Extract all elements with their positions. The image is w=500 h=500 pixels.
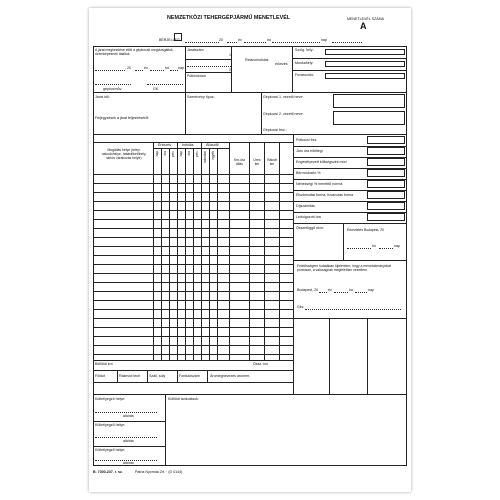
table-row-line <box>93 336 293 337</box>
table-row-line <box>93 318 293 319</box>
right-value-field[interactable] <box>367 169 405 177</box>
col-wait-other: egyéb <box>211 151 215 160</box>
table-row-line <box>93 354 293 355</box>
difficulty-label: Nehézségi % meretitő norma <box>296 182 343 186</box>
dirt-road-label: Földút <box>95 374 105 378</box>
col-dep-day: nap <box>179 151 183 157</box>
inspection-ev: év <box>144 66 148 70</box>
right-value-field[interactable] <box>367 202 405 210</box>
registration-label: Érkeztetés Budapest, 20 <box>347 228 384 232</box>
signature-2-label: aláírás <box>123 439 134 443</box>
form-title: NEMZETKÖZI TEHERGÉPJÁRMŰ MENETLEVÉL <box>167 15 291 21</box>
turns-label: Fordulószám <box>179 374 200 378</box>
right-value-field[interactable] <box>367 180 405 188</box>
waybill-form <box>89 8 411 492</box>
table-row-line <box>93 282 293 283</box>
domestic-km-label: Belföldi km <box>95 362 113 366</box>
table-row-line <box>93 183 293 184</box>
table-row-line <box>93 201 293 202</box>
relacio-label: Relációindulás <box>245 58 269 62</box>
related-doc-label: Összefüggő okm. <box>296 226 324 230</box>
load-tech-label: Rakmód tech <box>119 374 141 378</box>
inspection-year: , 20 <box>125 66 131 70</box>
col-wait-loading: rakodási <box>203 151 207 164</box>
fuvarozo-field[interactable] <box>325 73 405 79</box>
right-value-field[interactable] <box>367 136 405 144</box>
stamp-place-1-label: Külbélyegző helye: <box>95 397 126 401</box>
driver2-label: Gépkocsi 2. vezető neve: <box>263 112 304 116</box>
right-row-line <box>293 223 407 224</box>
table-row-line <box>93 300 293 301</box>
date-ho-label: hó <box>267 38 271 42</box>
trailer-plate-label: Pótkocsi frsz. <box>296 138 318 142</box>
col-arr-day: nap <box>155 151 159 157</box>
decl-ho: hó <box>349 288 353 292</box>
jaratszam-num: 1 <box>229 53 231 57</box>
feljegyzes-label: Feljegyzések a járat teljesítéséről: <box>95 116 150 120</box>
potlo-label: Pótlóvizcsm <box>187 74 207 78</box>
driver2-field[interactable] <box>333 111 405 125</box>
doc-series-letter: A <box>360 21 367 31</box>
reg-nap: nap <box>394 244 400 248</box>
gkv-label: Gkv. <box>297 305 305 309</box>
table-row-line <box>93 237 293 238</box>
col-dep-hour: óra <box>187 151 191 156</box>
date-nap-label: nap <box>321 38 327 42</box>
munkahely-field[interactable] <box>325 61 405 67</box>
potlo-num: 2 <box>229 68 231 72</box>
signature-label-1: gépkozmův <box>103 87 122 91</box>
decl-city: Budapest, 20 <box>297 288 319 292</box>
stamp-place-2-label: Külbélyegző helye: <box>95 423 126 427</box>
fee-calc-label: Díjszámítás <box>296 204 315 208</box>
right-value-field[interactable] <box>367 147 405 155</box>
munkahely-label: Munkahely: <box>295 61 314 65</box>
col-empty-km: Üres km <box>253 158 261 166</box>
szolg-hely-field[interactable] <box>325 49 405 55</box>
table-row-line <box>93 264 293 265</box>
table-row-line <box>93 255 293 256</box>
weight-label: Száll. súly <box>149 374 166 378</box>
total-km-label: Össz. km <box>253 362 268 366</box>
publisher: Patria Nyomda Zrt. · (D 0144) <box>135 470 183 474</box>
arrival-header: Érkezés <box>158 143 171 147</box>
departure-header: Indulás <box>182 143 194 147</box>
inspection-nap: nap <box>178 66 184 70</box>
stamp-place-3-label: Külbélyegző helye: <box>95 448 126 452</box>
goods-label: Árumegnevezés árunem. <box>210 374 251 378</box>
driver1-field[interactable] <box>333 94 405 108</box>
decl-nap: nap <box>368 288 374 292</box>
signature-label-2: GK. <box>153 87 160 91</box>
table-row-line <box>93 327 293 328</box>
truck-plate-label: Gépkocsi frsz.: <box>263 128 287 132</box>
table-row-line <box>93 273 293 274</box>
decl-ev: év <box>328 288 332 292</box>
right-value-field[interactable] <box>367 158 405 166</box>
date-ev-label: év <box>238 38 242 42</box>
berjelleg-box[interactable] <box>174 33 182 41</box>
col-loaded-km: Rakott km <box>267 158 277 166</box>
table-row-line <box>93 219 293 220</box>
table-row-line <box>93 228 293 229</box>
jarat-ido-label: Járat idő: <box>95 95 110 99</box>
signature-3-label: aláírás <box>123 461 134 465</box>
jaratszam-label: Járatszám <box>187 48 204 52</box>
berjelleg-label: BÉRJELLEG <box>159 38 180 42</box>
waiting-header: Állásidő <box>206 143 219 147</box>
form-code: B. 7300-237. r. sz. <box>93 470 123 474</box>
table-row-line <box>93 345 293 346</box>
settlement-label: Elszámolási forma, fuvarozás forma <box>296 193 354 197</box>
fuvarozo-label: Fuvarozótó: <box>295 73 314 77</box>
hours-label: Járó óra eltöltegi <box>296 149 323 153</box>
table-row-line <box>93 210 293 211</box>
declaration-text: Felelősségem tudatában kijelentem, hogy a menetokmányokat pontosan, a valóságnak megfelelően vezettem. <box>297 264 392 272</box>
table-row-line <box>93 192 293 193</box>
reg-ho: hó <box>372 244 376 248</box>
table-row-line <box>93 246 293 247</box>
table-row-line <box>93 309 293 310</box>
erkezes-label: érkezés <box>275 62 288 66</box>
date-year-label: 20 <box>219 38 223 42</box>
driver1-label: Gépkocsi 1. vezető neve: <box>263 95 304 99</box>
fuel-abroad-label: Külföldi tankolások: <box>168 397 199 401</box>
form-frame <box>93 46 407 466</box>
signature-1-label: aláírás <box>123 414 134 418</box>
table-row-line <box>93 291 293 292</box>
doc-number-label: MENETLEVÉL SZÁMA <box>347 17 385 21</box>
inspection-ho: hó <box>165 66 169 70</box>
right-value-field[interactable] <box>367 213 405 221</box>
wage-mod-label: Bérmódosító % <box>296 171 321 175</box>
szerelveny-label: Szerelvény típus: <box>187 95 215 99</box>
right-value-field[interactable] <box>367 191 405 199</box>
col-odometer: Km-óra állás <box>233 158 246 166</box>
inspection-statement: A járat megkezdése előtt a gépkocsit megvizsgáltuk, üzemképesnek találtuk. <box>95 48 174 56</box>
permit-label: Engedélyezett költségszint mód <box>296 160 347 164</box>
worked-hours-label: Ledolgozott óra <box>296 215 321 219</box>
szolg-hely-label: Szolg. hely: <box>295 48 314 52</box>
col-arr-hour: óra <box>163 151 167 156</box>
col-arr-min: perc <box>171 151 175 158</box>
col-dep-min: perc <box>195 151 199 158</box>
stop-place-header: Megállás helye (telep: nakodóhelye, határátkelőhely, tartós várakozás helye) <box>101 148 147 160</box>
